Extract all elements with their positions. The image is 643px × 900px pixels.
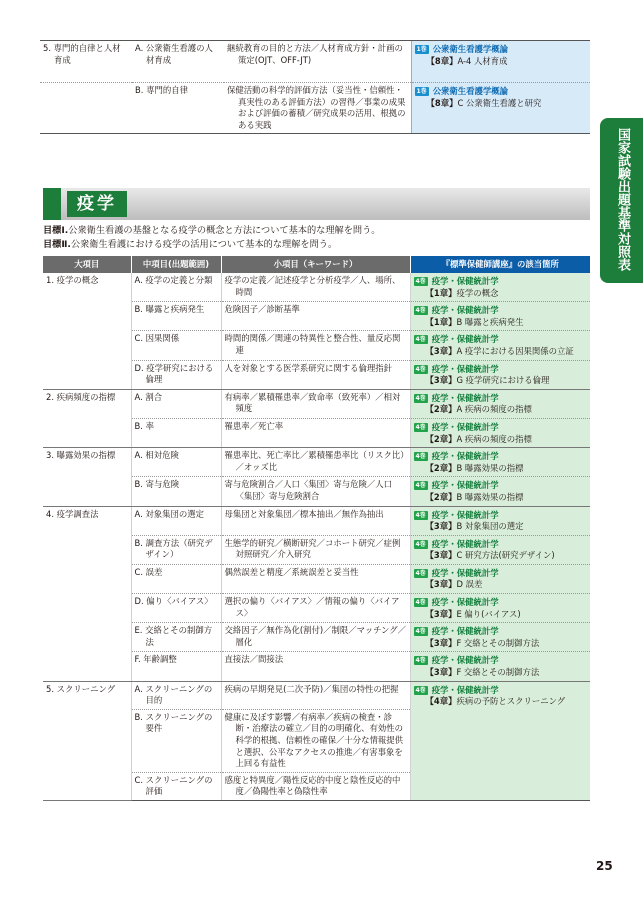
middle-item-cell [131,389,221,418]
keyword-cell-text: 選択の偏り〈バイアス〉／情報の偏り〈バイアス〉 [224,596,400,618]
reference-book-line [414,334,588,346]
middle-item-cell [131,273,221,302]
volume-badge: 4巻 [415,394,426,402]
reference-book-line [415,86,588,98]
category-cell [43,273,131,389]
middle-item-cell-text: B. 寄与危険 [134,479,180,490]
reference-cell [411,41,590,83]
section-title: 疫学 [67,191,127,217]
reference-section: C 公衆衛生看護と研究 [457,97,542,108]
reference-chapter: 【3章】 [425,667,457,678]
reference-chapter-line [414,463,588,475]
keyword-cell [221,594,410,623]
reference-section: 疾病の予防とスクリーニング [456,696,566,707]
middle-item-cell-text: B. 率 [134,420,154,431]
category-cell-text: 5. 専門的自律と人材育成 [43,43,121,65]
keyword-cell-text: 人を対象とする医学系研究に関する倫理指針 [224,362,392,373]
middle-item-cell-text: B. 調査方法（研究デザイン） [134,537,213,560]
reference-chapter: 【4章】 [425,696,457,707]
reference-book-line [414,626,588,638]
volume-badge: 4巻 [415,657,426,665]
reference-cell [410,302,590,331]
reference-section: A 疫学における因果関係の立証 [456,345,574,356]
reference-chapter: 【3章】 [425,550,457,561]
category-cell [43,506,131,681]
reference-cell [410,389,590,418]
middle-item-cell-text: B. スクリーニングの要件 [134,711,213,734]
reference-section: B 曝露と疾病発生 [456,316,524,327]
reference-cell [410,535,590,564]
category-cell [43,681,131,800]
reference-chapter: 【3章】 [425,579,457,590]
middle-item-cell [131,535,221,564]
reference-cell [410,477,590,506]
reference-book-line [414,480,588,492]
category-cell-text: 3. 曝露効果の指標 [46,450,116,461]
reference-book-line [414,393,588,405]
keyword-cell [221,477,410,506]
reference-chapter-line [415,56,588,68]
keyword-cell [221,535,410,564]
volume-badge: 4巻 [415,511,426,519]
keyword-cell [221,360,410,389]
middle-item-cell [131,681,221,709]
reference-book-title: 疫学・保健統計学 [431,363,499,374]
reference-chapter-line [414,579,588,591]
section-heading-mark [43,188,61,220]
middle-item-cell-text: C. 因果関係 [134,333,180,344]
goal-2-label: 目標Ⅱ. [43,239,71,250]
middle-item-cell-text: C. スクリーニングの評価 [134,774,213,797]
reference-book-line [414,655,588,667]
middle-item-cell [131,652,221,681]
keyword-cell-text: 偶然誤差と精度／系統誤差と妥当性 [224,566,359,577]
goal-1 [43,224,591,237]
reference-section: A 疾病の頻度の指標 [456,433,532,444]
reference-chapter: 【1章】 [425,316,457,327]
category-cell [43,389,131,447]
table-row [43,506,590,535]
reference-book-line [414,597,588,609]
reference-chapter: 【2章】 [425,491,457,502]
keyword-cell-text: 時間的関係／関連の特異性と整合性、量反応関連 [224,333,401,355]
keyword-cell-text: 寄与危険割合／人口〈集団〉寄与危険／人口〈集団〉寄与危険割合 [224,479,392,501]
keyword-cell-text: 有病率／累積罹患率／致命率（致死率）／相対頻度 [224,391,401,414]
reference-chapter: 【3章】 [425,345,457,356]
reference-book-title: 疫学・保健統計学 [431,655,499,666]
reference-chapter: 【8章】 [426,55,458,66]
reference-book-title: 疫学・保健統計学 [431,276,499,286]
reference-chapter-line [414,696,588,708]
header-category: 大項目 [43,256,131,273]
keyword-cell [221,652,410,681]
volume-badge: 4巻 [415,423,426,431]
reference-book-line [414,276,588,288]
keyword-cell-text: 保健活動の科学的評価方法（妥当性・信頼性・真実性のある評価方法）の習得／事業の成果および評価の蓄積／研究成果の活用、根拠のある実践 [227,85,406,130]
reference-chapter: 【2章】 [425,462,457,473]
middle-item-cell [131,477,221,506]
middle-item-cell [131,709,221,772]
keyword-cell [221,448,410,477]
reference-section: B 曝露効果の指標 [456,462,524,473]
reference-book-title: 疫学・保健統計学 [431,334,499,345]
category-cell [40,41,132,83]
volume-badge: 1巻 [416,88,427,95]
reference-chapter-line [414,638,588,650]
reference-section: F 交絡とその制御方法 [456,667,540,678]
keyword-cell-text: 交絡因子／無作為化(割付)／制限／マッチング／層化 [224,625,406,647]
reference-chapter: 【3章】 [425,521,457,532]
reference-section: D 誤差 [456,579,483,590]
reference-cell [410,506,590,535]
section-heading-bar [43,188,590,220]
middle-item-cell-text: D. 疫学研究における倫理 [134,362,214,385]
reference-cell [410,594,590,623]
reference-book-title: 疫学・保健統計学 [431,305,499,316]
reference-chapter: 【2章】 [425,404,457,415]
reference-cell [410,564,590,593]
reference-book-line [414,305,588,317]
category-cell-text: 1. 疫学の概念 [46,275,99,285]
reference-book-title: 疫学・保健統計学 [431,451,499,462]
reference-chapter-line [414,609,588,621]
middle-item-cell [131,564,221,593]
keyword-cell-text: 疫学の定義／記述疫学と分析疫学／人、場所、時間 [224,275,401,297]
reference-book-title: 疫学・保健統計学 [431,567,499,578]
category-cell-text: 2. 疾病頻度の指標 [46,391,116,402]
middle-item-cell [131,331,221,360]
reference-book-line [414,510,588,522]
side-index-tab-label: 国家試験出題基準対照表 [615,128,630,271]
reference-book-line [414,539,588,551]
reference-book-title: 疫学・保健統計学 [431,509,499,520]
middle-item-cell-text: A. 疫学の定義と分類 [134,275,213,285]
reference-chapter-line [414,317,588,329]
middle-item-cell [132,41,224,83]
middle-item-cell [131,448,221,477]
table-row [43,389,590,418]
middle-item-cell-text: F. 年齢調整 [134,654,177,665]
volume-badge: 4巻 [415,482,426,490]
reference-section: A 疾病の頻度の指標 [456,404,532,415]
category-cell-text: 5. スクリーニング [46,683,116,694]
reference-cell [410,273,590,302]
reference-book-title: 疫学・保健統計学 [431,684,499,695]
keyword-cell-text: 生態学的研究／横断研究／コホート研究／症例対照研究／介入研究 [224,537,401,560]
reference-section: C 研究方法(研究デザイン) [456,550,555,561]
keyword-cell-text: 罹患率／死亡率 [224,420,284,431]
keyword-cell-text: 感度と特異度／陽性反応的中度と陰性反応的中度／偽陽性率と偽陰性率 [224,774,401,797]
middle-item-cell [131,360,221,389]
reference-chapter: 【8章】 [426,97,458,108]
reference-book-title: 疫学・保健統計学 [431,421,499,432]
middle-item-cell-text: A. 割合 [134,391,163,402]
goal-1-label: 目標Ⅰ. [43,225,69,236]
middle-item-cell-text: A. 相対危険 [134,450,179,461]
reference-book-title: 疫学・保健統計学 [431,538,499,549]
middle-item-cell-text: E. 交絡とその制御方法 [134,625,213,647]
keyword-cell-text: 疾病の早期発見(二次予防)／集団の特性の把握 [224,683,399,694]
volume-badge: 4巻 [415,686,426,694]
middle-item-cell-text: B. 専門的自律 [135,85,188,95]
keyword-cell-text: 健康に及ぼす影響／有病率／疾病の検査・診断・治療法の確立／目的の明確化、有効性の科学的根拠、信頼性の確保／十分な情報提供と選択、公平なアクセスの推進／有害事象を上回る有益性 [224,711,403,769]
reference-chapter-line [414,375,588,387]
category-cell-text: 4. 疫学調査法 [46,508,99,519]
keyword-cell-text: 罹患率比、死亡率比／累積罹患率比（リスク比）／オッズ比 [224,450,405,472]
reference-chapter-line [414,404,588,416]
reference-book-title: 疫学・保健統計学 [431,626,499,637]
volume-badge: 4巻 [415,628,426,636]
continued-table [40,40,590,134]
middle-item-cell-text: C. 誤差 [134,566,163,577]
volume-badge: 4巻 [415,307,426,315]
volume-badge: 4巻 [415,365,426,373]
volume-badge: 1巻 [416,46,427,53]
header-reference: 『標準保健師講座』の該当箇所 [410,256,590,273]
reference-chapter: 【3章】 [425,375,457,386]
reference-book-line [414,364,588,376]
category-cell [43,448,131,506]
reference-book-line [414,422,588,434]
reference-chapter-line [414,492,588,504]
reference-book-title: 公衆衛生看護学概論 [432,44,509,54]
volume-badge: 4巻 [415,336,426,344]
middle-item-cell-text: A. 公衆衛生看護の人材育成 [135,43,213,65]
keyword-cell-text: 危険因子／診断基準 [224,304,300,315]
reference-chapter-line [415,98,588,110]
middle-item-cell-text: D. 偏り〈バイアス〉 [134,596,213,607]
volume-badge: 4巻 [415,453,426,461]
reference-cell [410,652,590,681]
keyword-cell-text: 継続教育の目的と方法／人材育成方針・計画の策定(OJT、OFF-JT) [227,43,403,65]
reference-section: 疫学の概念 [456,287,499,298]
table-row [43,273,590,302]
reference-book-title: 疫学・保健統計学 [431,480,499,491]
reference-section: B 対象集団の選定 [456,521,524,532]
goal-2 [43,238,591,251]
reference-cell [411,83,590,134]
reference-chapter-line [414,521,588,533]
middle-item-cell [131,623,221,652]
table-row [43,681,590,709]
keyword-cell [221,331,410,360]
table-header-row [43,256,590,273]
middle-item-cell [132,83,224,134]
reference-book-line [414,568,588,580]
reference-book-title: 疫学・保健統計学 [431,597,499,608]
keyword-cell [224,41,411,83]
keyword-cell [221,389,410,418]
volume-badge: 4巻 [415,540,426,548]
reference-chapter-line [414,550,588,562]
page-number: 25 [596,859,613,873]
reference-cell [410,360,590,389]
keyword-cell [221,623,410,652]
keyword-cell [221,506,410,535]
keyword-cell [221,273,410,302]
epidemiology-table-body [43,273,590,800]
middle-item-cell [131,506,221,535]
reference-section: G 疫学研究における倫理 [456,375,550,386]
reference-cell [410,681,590,800]
reference-chapter-line [414,667,588,679]
table-row [43,448,590,477]
reference-book-line [414,451,588,463]
middle-item-cell-text: B. 曝露と疾病発生 [134,304,205,315]
header-small: 小項目（キーワード） [221,256,410,273]
reference-chapter: 【1章】 [425,287,457,298]
middle-item-cell [131,418,221,447]
reference-chapter: 【2章】 [425,433,457,444]
side-index-tab [600,118,643,283]
category-cell [40,83,132,134]
reference-section: E 偏り(バイアス) [456,608,521,619]
reference-section: A-4 人材育成 [457,55,508,66]
table-row [40,41,590,83]
reference-book-line [415,44,588,56]
reference-book-line [414,685,588,697]
keyword-cell [224,83,411,134]
keyword-cell [221,681,410,709]
epidemiology-table [43,256,590,801]
reference-chapter-line [414,288,588,300]
keyword-cell [221,772,410,800]
middle-item-cell [131,772,221,800]
volume-badge: 4巻 [415,569,426,577]
keyword-cell [221,418,410,447]
keyword-cell [221,709,410,772]
volume-badge: 4巻 [415,278,426,285]
keyword-cell [221,564,410,593]
continued-table-body [40,41,590,134]
reference-cell [410,623,590,652]
middle-item-cell [131,302,221,331]
keyword-cell-text: 直接法／間接法 [224,654,284,665]
middle-item-cell-text: A. 対象集団の選定 [134,508,205,519]
reference-book-title: 疫学・保健統計学 [431,392,499,403]
reference-section: B 曝露効果の指標 [456,491,524,502]
reference-chapter: 【3章】 [425,637,457,648]
keyword-cell-text: 母集団と対象集団／標本抽出／無作為抽出 [224,508,384,519]
reference-book-title: 公衆衛生看護学概論 [432,86,509,96]
goal-2-text: 公衆衛生看護における疫学の活用について基本的な理解を問う。 [70,239,338,250]
reference-chapter-line [414,434,588,446]
middle-item-cell-text: A. スクリーニングの目的 [134,683,213,706]
header-middle: 中項目(出題範囲) [131,256,221,273]
reference-cell [410,418,590,447]
goal-1-text: 公衆衛生看護の基盤となる疫学の概念と方法について基本的な理解を問う。 [68,225,381,236]
reference-cell [410,448,590,477]
volume-badge: 4巻 [415,599,426,607]
reference-chapter: 【3章】 [425,608,457,619]
keyword-cell [221,302,410,331]
middle-item-cell [131,594,221,623]
reference-section: F 交絡とその制御方法 [456,637,540,648]
table-row [40,83,590,134]
reference-cell [410,331,590,360]
reference-chapter-line [414,346,588,358]
